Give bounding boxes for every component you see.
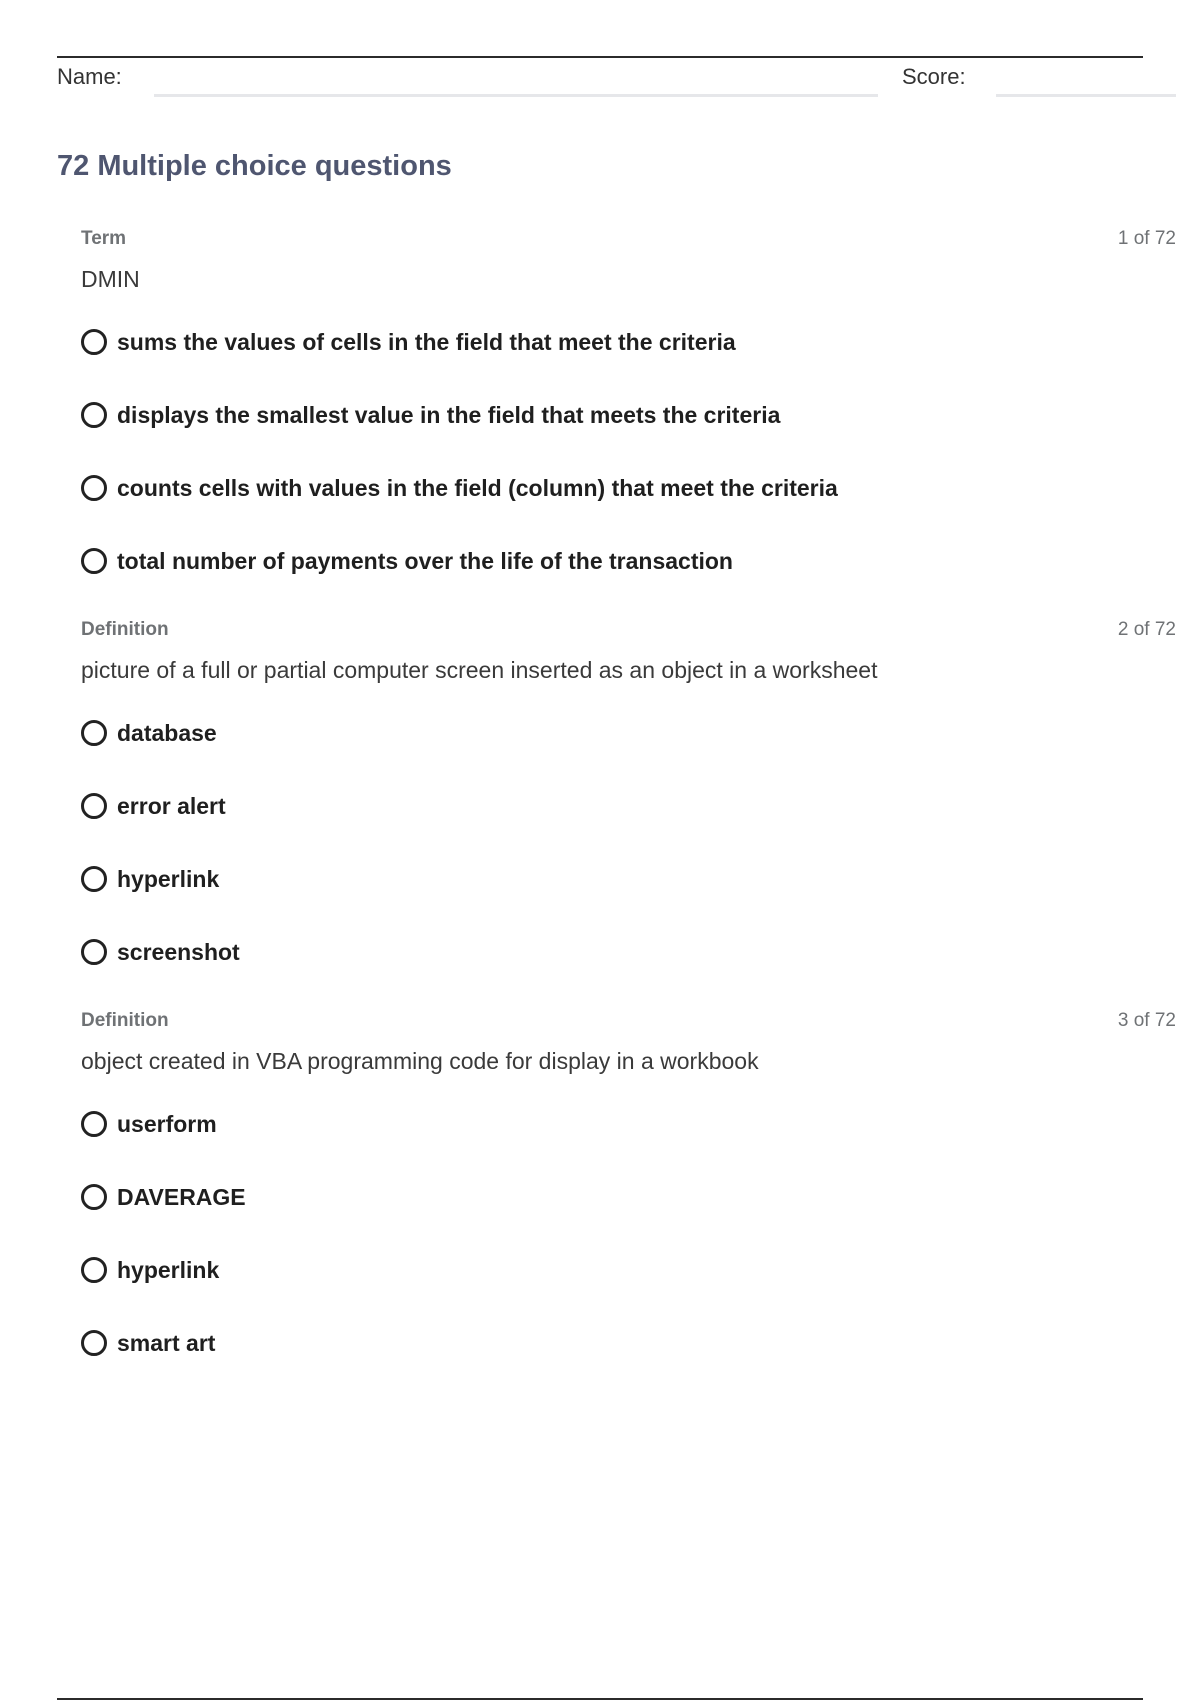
answer-option-label: database bbox=[117, 719, 217, 746]
answer-option-label: hyperlink bbox=[117, 865, 220, 892]
name-label: Name: bbox=[57, 64, 122, 89]
answer-option-label: displays the smallest value in the field that meets the criteria bbox=[117, 401, 781, 428]
question-counter: 1 of 72 bbox=[1117, 228, 1176, 249]
question-counter: 3 of 72 bbox=[1117, 1010, 1176, 1031]
answer-option[interactable] bbox=[81, 791, 226, 821]
question-prompt: DMIN bbox=[81, 266, 140, 292]
question-prompt: object created in VBA programming code for display in a workbook bbox=[81, 1048, 759, 1074]
radio-button-icon[interactable] bbox=[81, 793, 107, 819]
radio-button-icon[interactable] bbox=[81, 548, 107, 574]
answer-option[interactable] bbox=[81, 937, 240, 967]
answer-option-label: screenshot bbox=[117, 938, 240, 965]
question-kind-label: Definition bbox=[81, 1010, 169, 1031]
score-field-line bbox=[996, 94, 1176, 97]
answer-option[interactable] bbox=[81, 473, 838, 503]
question-3 bbox=[81, 1010, 1176, 1370]
radio-button-icon[interactable] bbox=[81, 402, 107, 428]
question-1 bbox=[81, 228, 1176, 588]
question-prompt: picture of a full or partial computer screen inserted as an object in a worksheet bbox=[81, 657, 878, 683]
answer-option-label: hyperlink bbox=[117, 1256, 220, 1283]
answer-option[interactable] bbox=[81, 1255, 219, 1285]
answer-option-label: sums the values of cells in the field that meet the criteria bbox=[117, 328, 736, 355]
answer-option[interactable] bbox=[81, 327, 736, 357]
answer-option-label: DAVERAGE bbox=[117, 1183, 246, 1210]
radio-button-icon[interactable] bbox=[81, 1111, 107, 1137]
answer-option-label: error alert bbox=[117, 792, 226, 819]
answer-option[interactable] bbox=[81, 546, 733, 576]
answer-option-label: userform bbox=[117, 1110, 217, 1137]
question-counter: 2 of 72 bbox=[1117, 619, 1176, 640]
score-label: Score: bbox=[902, 64, 966, 89]
radio-button-icon[interactable] bbox=[81, 720, 107, 746]
answer-option[interactable] bbox=[81, 1109, 217, 1139]
question-kind-label: Term bbox=[81, 228, 127, 249]
answer-option-label: total number of payments over the life of the transaction bbox=[117, 547, 733, 574]
radio-button-icon[interactable] bbox=[81, 1184, 107, 1210]
answer-option[interactable] bbox=[81, 1328, 215, 1358]
radio-button-icon[interactable] bbox=[81, 1257, 107, 1283]
radio-button-icon[interactable] bbox=[81, 329, 107, 355]
radio-button-icon[interactable] bbox=[81, 1330, 107, 1356]
answer-option[interactable] bbox=[81, 864, 219, 894]
radio-button-icon[interactable] bbox=[81, 475, 107, 501]
radio-button-icon[interactable] bbox=[81, 939, 107, 965]
name-field-line bbox=[154, 94, 878, 97]
question-2 bbox=[81, 619, 1176, 979]
page-title: 72 Multiple choice questions bbox=[57, 150, 452, 182]
top-divider bbox=[57, 56, 1143, 58]
answer-option-label: counts cells with values in the field (column) that meet the criteria bbox=[117, 474, 838, 501]
question-kind-label: Definition bbox=[81, 619, 169, 640]
answer-option[interactable] bbox=[81, 718, 217, 748]
radio-button-icon[interactable] bbox=[81, 866, 107, 892]
answer-option-label: smart art bbox=[117, 1329, 216, 1356]
answer-option[interactable] bbox=[81, 400, 780, 430]
answer-option[interactable] bbox=[81, 1182, 246, 1212]
